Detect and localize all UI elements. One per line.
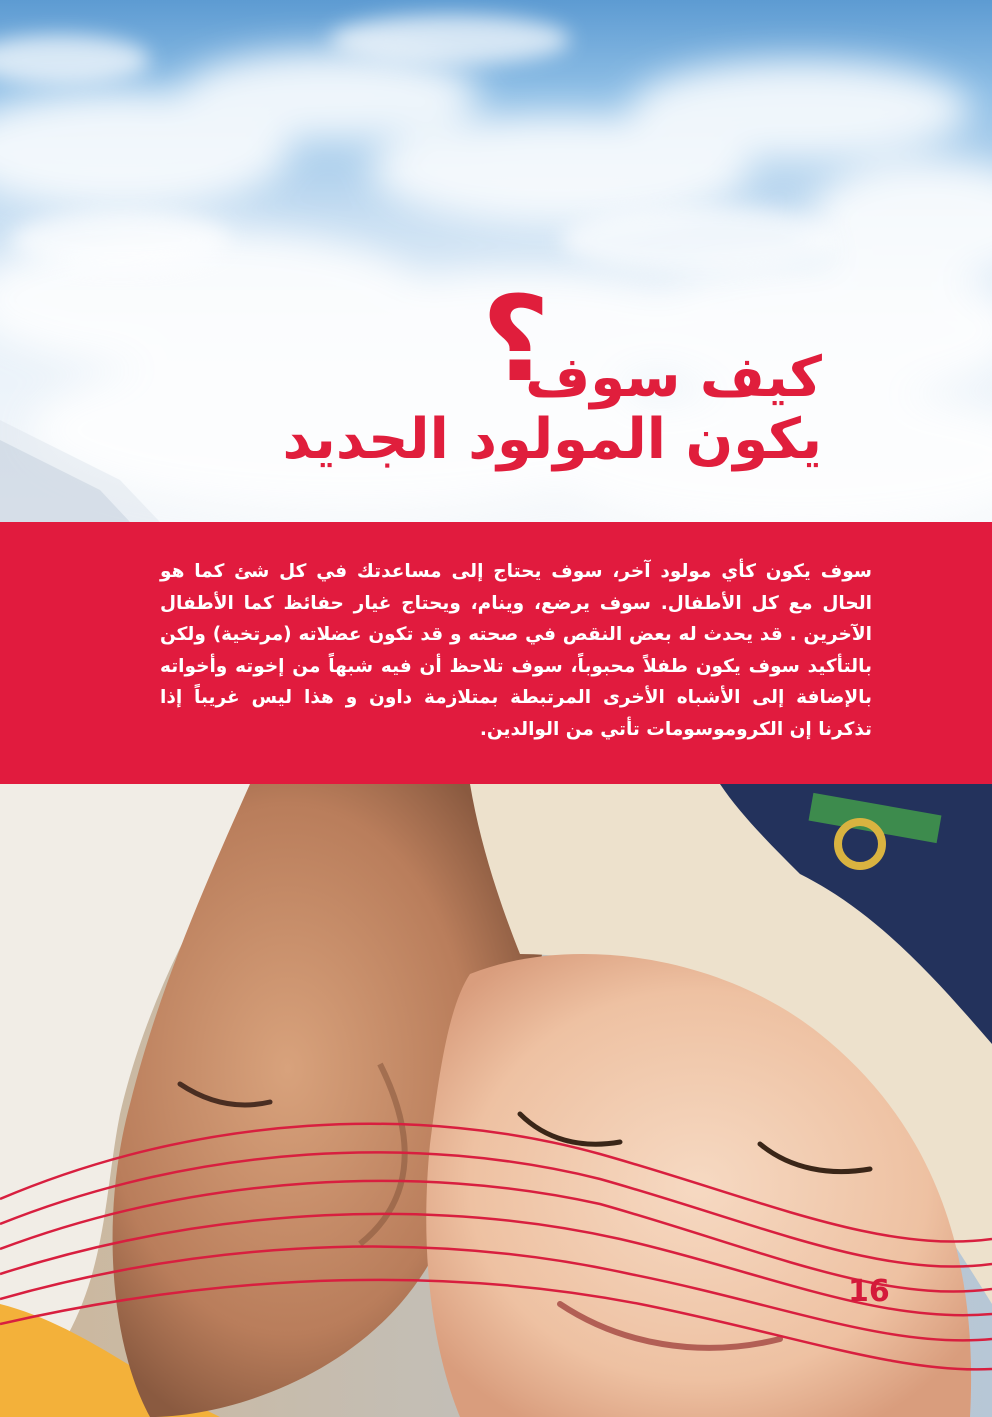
page-title: [282, 270, 822, 480]
text-band: [0, 522, 992, 784]
body-paragraph: سوف يكون كأي مولود آخر، سوف يحتاج إلى مساعدتك في كل شئ كما هو الحال مع كل الأطفال. سوف يرضع، وينام، ويحتاج غيار حفائظ كما الأطفال الآخرين . قد يحدث له بعض النقص في صحته و قد تكون عضلاته (مرتخية) ولكن بالتأكيد سوف يكون طفلاً محبوباً، سوف تلاحظ أن فيه شبهاً من إخوته وأخواته بالإضافة إلى الأشباه الأخرى المرتبطة بمتلازمة داون و هذا ليس غريباً إذا تذكرنا إن الكروموسومات تأتي من الوالدين.: [160, 561, 872, 740]
sky-header-image: [0, 0, 992, 522]
title-line-2: يكون المولود الجديد: [282, 407, 822, 472]
photo-illustration: [0, 784, 992, 1417]
mother-baby-photo: [0, 784, 992, 1417]
body-text: [160, 556, 872, 745]
page-number: 16: [848, 1274, 890, 1309]
question-mark-glyph: ؟: [481, 270, 550, 408]
title-line-1: كيف سوف: [525, 345, 822, 410]
